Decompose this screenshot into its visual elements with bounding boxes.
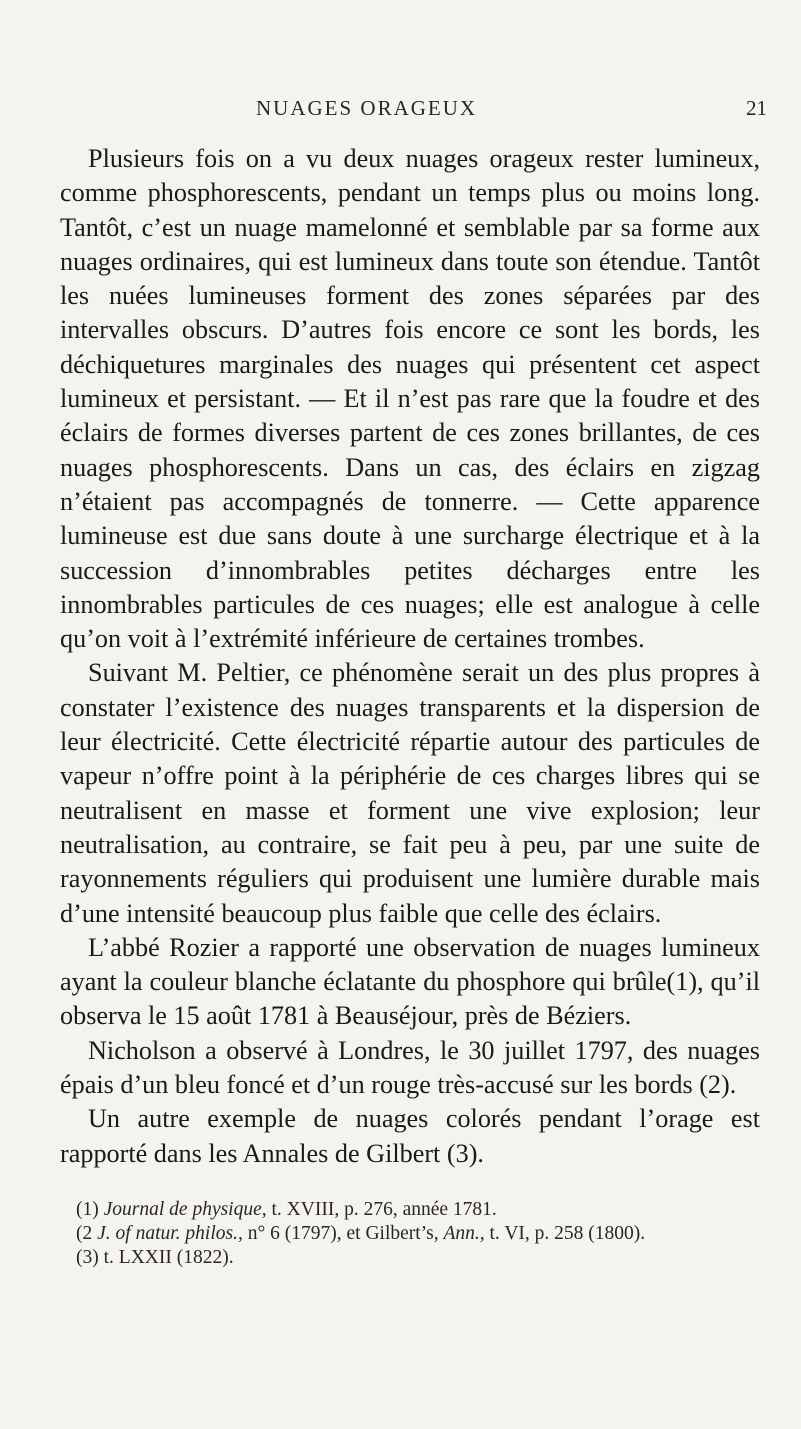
footnote-source: J. of natur. philos., xyxy=(97,1223,243,1244)
footnote-mark: (2 xyxy=(76,1223,93,1244)
footnote-mark: (3) xyxy=(76,1247,99,1268)
paragraph: Plusieurs fois on a vu deux nuages orageux rester lumineux, comme phosphorescents, pendant un temps plus ou moins long. Tantôt, c’est un nuage mamelonné et semblable par sa forme aux nuages ordinaires, qui est lumineux dans toute son étendue. Tantôt les nuées lumineuses forment des zones séparées par des intervalles obscurs. D’autres fois encore ce sont les bords, les déchiquetures marginales des nuages qui présentent cet aspect lumineux et persistant. — Et il n’est pas rare que la foudre et des éclairs de formes diverses partent de ces zones brillantes, de ces nuages phosphorescents. Dans un cas, des éclairs en zigzag n’étaient pas accompagnés de tonnerre. — Cette apparence lumineuse est due sans doute à une surcharge électrique et à la succession d’innombrables petites décharges entre les innombrables particules de ces nuages; elle est analogue à celle qu’on voit à l’extrémité inférieure de certaines trombes. xyxy=(60,144,760,654)
footnote-2 xyxy=(76,1222,776,1246)
footnote-text: t. XVIII, p. 276, année 1781. xyxy=(266,1199,497,1220)
paragraph: L’abbé Rozier a rapporté une observation de nuages lumineux ayant la couleur blanche éclatante du phosphore qui brûle(1), qu’il observa le 15 août 1781 à Beauséjour, près de Béziers. xyxy=(60,932,760,1031)
page-number: 21 xyxy=(746,96,767,120)
footnote-text: t. VI, p. 258 (1800). xyxy=(484,1223,646,1244)
footnote-source: Journal de physique, xyxy=(103,1199,267,1220)
footnote-1 xyxy=(76,1198,776,1222)
footnote-3 xyxy=(76,1246,776,1270)
footnote-mark: (1) xyxy=(76,1199,99,1220)
footnote-text: n° 6 (1797), et Gilbert’s, xyxy=(242,1223,444,1244)
paragraph: Un autre exemple de nuages colorés pendant l’orage est rapporté dans les Annales de Gilbert (3). xyxy=(60,1104,760,1168)
footnote-source: Ann., xyxy=(443,1223,485,1244)
footnotes xyxy=(76,1198,776,1270)
paragraph: Suivant M. Peltier, ce phénomène serait un des plus propres à constater l’existence des nuages transparents et la dispersion de leur électricité. Cette électricité répartie autour des particules de vapeur n’offre point à la périphérie de ces charges libres qui se neutralisent en masse et forment une vive explosion; leur neutralisation, au contraire, se fait peu à peu, par une suite de rayonnements réguliers qui produisent une lumière durable mais d’une intensité beaucoup plus faible que celle des éclairs. xyxy=(60,658,760,928)
body-text xyxy=(60,142,760,1171)
paragraph: Nicholson a observé à Londres, le 30 juillet 1797, des nuages épais d’un bleu foncé et d’un rouge très-accusé sur les bords (2). xyxy=(60,1035,760,1100)
footnote-text: t. LXXII (1822). xyxy=(98,1247,234,1268)
running-title: NUAGES ORAGEUX xyxy=(256,96,478,120)
